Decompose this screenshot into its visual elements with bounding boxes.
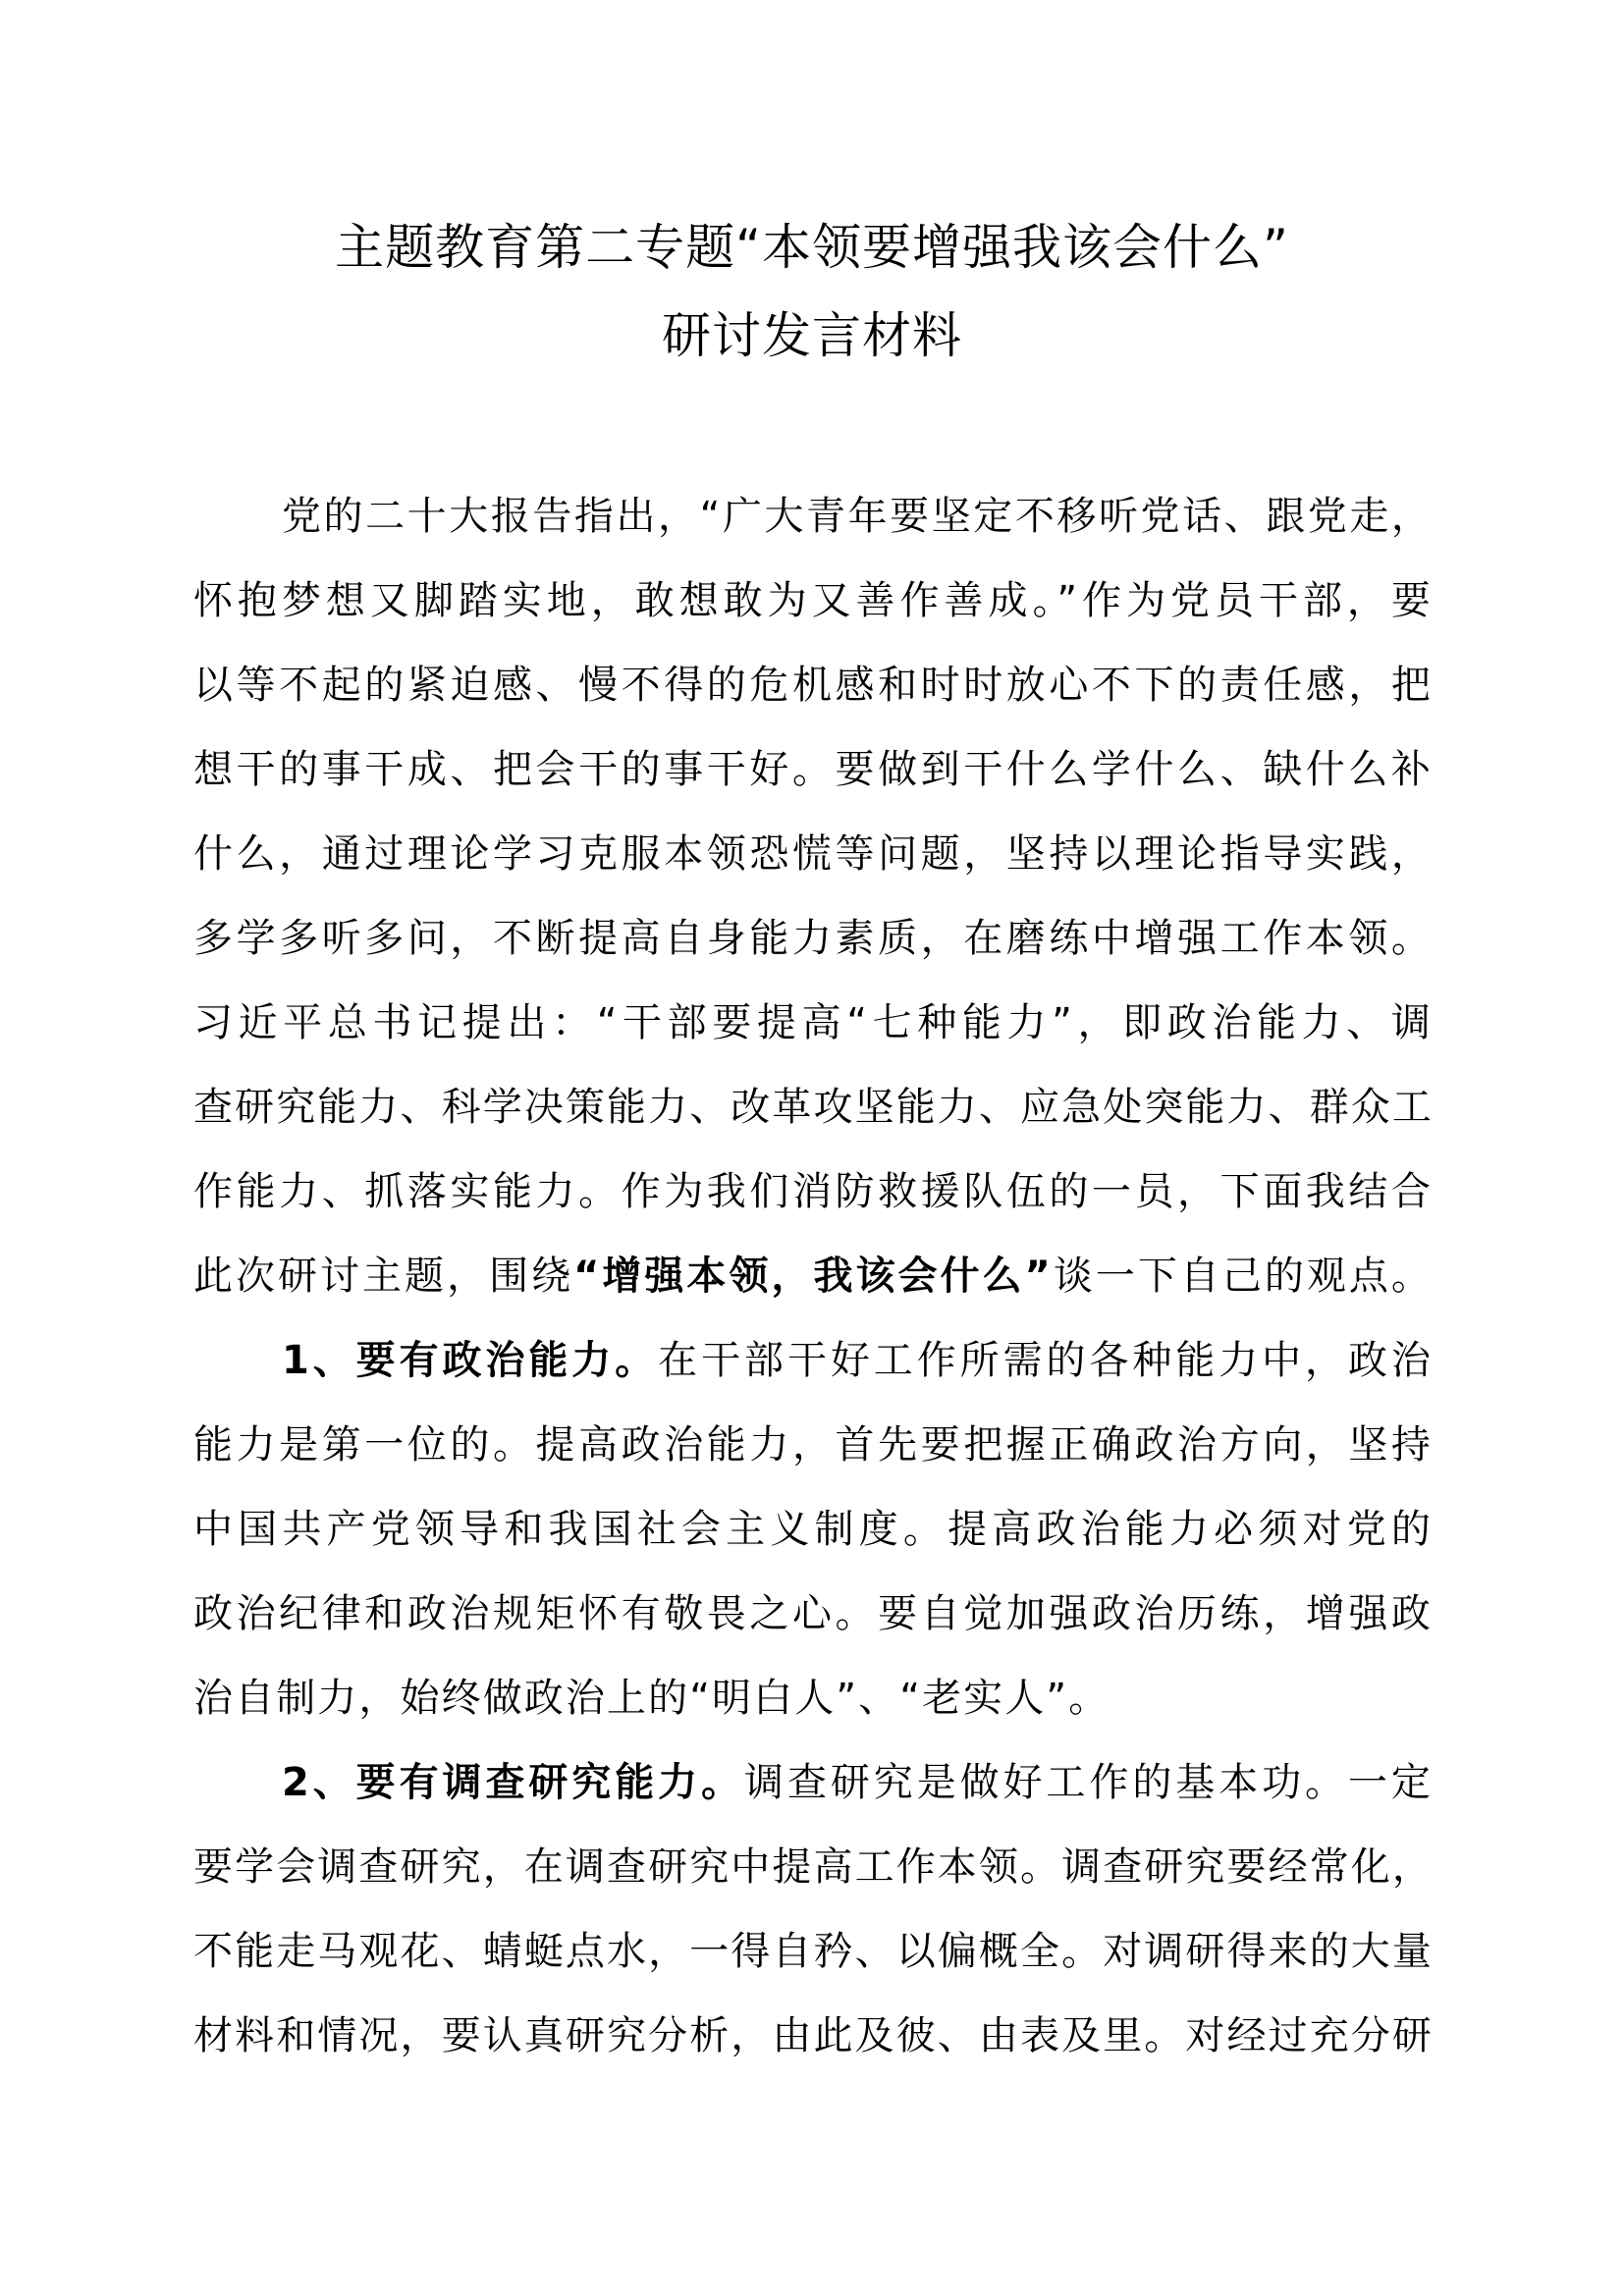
body-line: 怀抱梦想又脚踏实地，敢想敢为又善作善成。”作为党员干部，要 xyxy=(193,578,1433,623)
section-heading: 2、要有调查研究能力。 xyxy=(282,1760,745,1805)
body-line: 想干的事干成、把会干的事干好。要做到干什么学什么、缺什么补 xyxy=(193,747,1433,792)
body-line: 作能力、抓落实能力。作为我们消防救援队伍的一员，下面我结合 xyxy=(193,1169,1433,1214)
body-text: 在干部干好工作所需的各种能力中，政治 xyxy=(658,1338,1433,1383)
document-title-line-2: 研讨发言材料 xyxy=(662,307,962,364)
body-line-with-emphasis xyxy=(193,1245,1433,1329)
body-line: 不能走马观花、蜻蜓点水，一得自矜、以偏概全。对调研得来的大量 xyxy=(193,1929,1434,1974)
body-text: 谈一下自己的观点。 xyxy=(1052,1254,1434,1299)
body-line: 能力是第一位的。提高政治能力，首先要把握正确政治方向，坚持 xyxy=(193,1422,1433,1468)
body-line: 治自制力，始终做政治上的“明白人”、“老实人”。 xyxy=(193,1676,1110,1721)
body-line: 习近平总书记提出：“干部要提高“七种能力”，即政治能力、调 xyxy=(193,1000,1433,1045)
section-heading: 1、要有政治能力。 xyxy=(282,1338,659,1383)
body-line: 多学多听多问，不断提高自身能力素质，在磨练中增强工作本领。 xyxy=(193,916,1433,961)
body-line: 党的二十大报告指出，“广大青年要坚定不移听党话、跟党走， xyxy=(282,494,1433,539)
body-line: 中国共产党领导和我国社会主义制度。提高政治能力必须对党的 xyxy=(193,1507,1433,1552)
document-body xyxy=(193,485,1433,2089)
body-line: 什么，通过理论学习克服本领恐慌等问题，坚持以理论指导实践， xyxy=(193,831,1433,877)
document-title-line-1: 主题教育第二专题“本领要增强我该会什么” xyxy=(335,219,1289,276)
body-line: 政治纪律和政治规矩怀有敬畏之心。要自觉加强政治历练，增强政 xyxy=(193,1591,1433,1636)
body-line: 查研究能力、科学决策能力、改革攻坚能力、应急处突能力、群众工 xyxy=(193,1085,1434,1130)
body-line: 材料和情况，要认真研究分析，由此及彼、由表及里。对经过充分研 xyxy=(193,2013,1434,2058)
body-line: 要学会调查研究，在调查研究中提高工作本领。调查研究要经常化， xyxy=(193,1844,1434,1890)
section-heading-research-ability xyxy=(193,1751,1433,1836)
body-text: 调查研究是做好工作的基本功。一定 xyxy=(744,1760,1433,1805)
section-heading-political-ability xyxy=(193,1329,1433,1414)
emphasis-topic: “增强本领，我该会什么” xyxy=(573,1254,1053,1299)
body-line: 以等不起的紧迫感、慢不得的危机感和时时放心不下的责任感，把 xyxy=(193,663,1433,708)
body-text: 此次研讨主题，围绕 xyxy=(193,1254,574,1299)
